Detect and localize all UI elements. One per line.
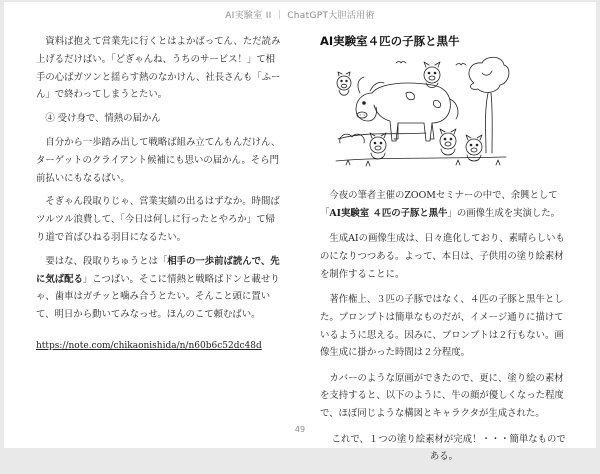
right-paragraph-1 <box>320 187 568 223</box>
text-span: 」の画像生成を実演した。 <box>447 207 560 219</box>
piglets-and-bull-illustration <box>336 53 508 171</box>
right-paragraph-3: 著作権上、３匹の子豚ではなく、４匹の子豚と黒牛とした。プロンプトは簡単なものだが、イメージ通りに描けているように思える。因みに、プロンプトは２行もない。画像生成に掛かった時間は２分程度。 <box>320 293 564 359</box>
text-span: 要はな、段取りちゅうとは「 <box>45 255 168 267</box>
note-url-link[interactable]: https://note.com/chikaonishida/n/n60b6c52dc48d <box>36 340 262 351</box>
left-paragraph-4 <box>36 253 282 324</box>
text-span: 」こつばい。そこに情熱と戦略ばドンと載せりゃ、歯車はガチッと噛み合うとたい。そんこと頭に置いて、明日から動いてみなっせ。ほんのこて頼むばい。 <box>36 273 280 321</box>
right-page <box>320 33 568 474</box>
left-paragraph-1: 資料ば抱えて営業先に行くとはよかばってん、ただ読み上げるだけばい。「どぎゃんね、うちのサービス！」て相手の心ばガツンと揺らす熱のなかけん、社長さんも「ふーん」で終わってしまうとたい。 <box>36 36 281 101</box>
emphasis-text: 相手の一歩前ば読んで、先に気ば配る <box>36 255 280 285</box>
right-paragraph-2: 生成AIの画像生成は、日々進化しており、素晴らしいものになりつつある。よって、本日は、子供用の塗り絵素材を制作することに。 <box>320 233 565 280</box>
text-span: 今夜の筆者主催のZOOMセミナーの中で、余興として「 <box>320 190 558 219</box>
section-title: AI実験室４匹の子豚と黒牛 <box>320 34 460 48</box>
left-page <box>36 33 282 356</box>
running-header: AI実験室 II ｜ ChatGPT大胆活用術 <box>225 11 375 21</box>
left-paragraph-2: 自分から一歩踏み出して戦略ば組み立てんもんだけん、ターゲットのクライアント候補にも思いの届かん。そら門前払いにもなるばい。 <box>36 136 281 184</box>
left-paragraph-3: そぎゃん段取りじゃ、営業実績の出るはずなか。時間ばツルツル浪費して、「今日は何しに行ったとやろか」て帰り道で首ばひねる羽目になるたい。 <box>36 196 280 243</box>
page-number: 49 <box>294 425 306 434</box>
right-paragraph-5: これで、１つの塗り絵素材が完成！・・・簡単なものである。 <box>331 433 566 463</box>
item-4-heading: ④ 受け身で、情熱の届かん <box>45 113 161 125</box>
right-paragraph-4: カバーのような原画ができたので、更に、塗り絵の素材を支持すると、以下のように、牛の顔が優しくなった程度で、ほぼ同じような構図とキャラクタが生成された。 <box>320 372 564 420</box>
emphasis-text: AI実験室 ４匹の子豚と黒牛 <box>329 207 448 219</box>
